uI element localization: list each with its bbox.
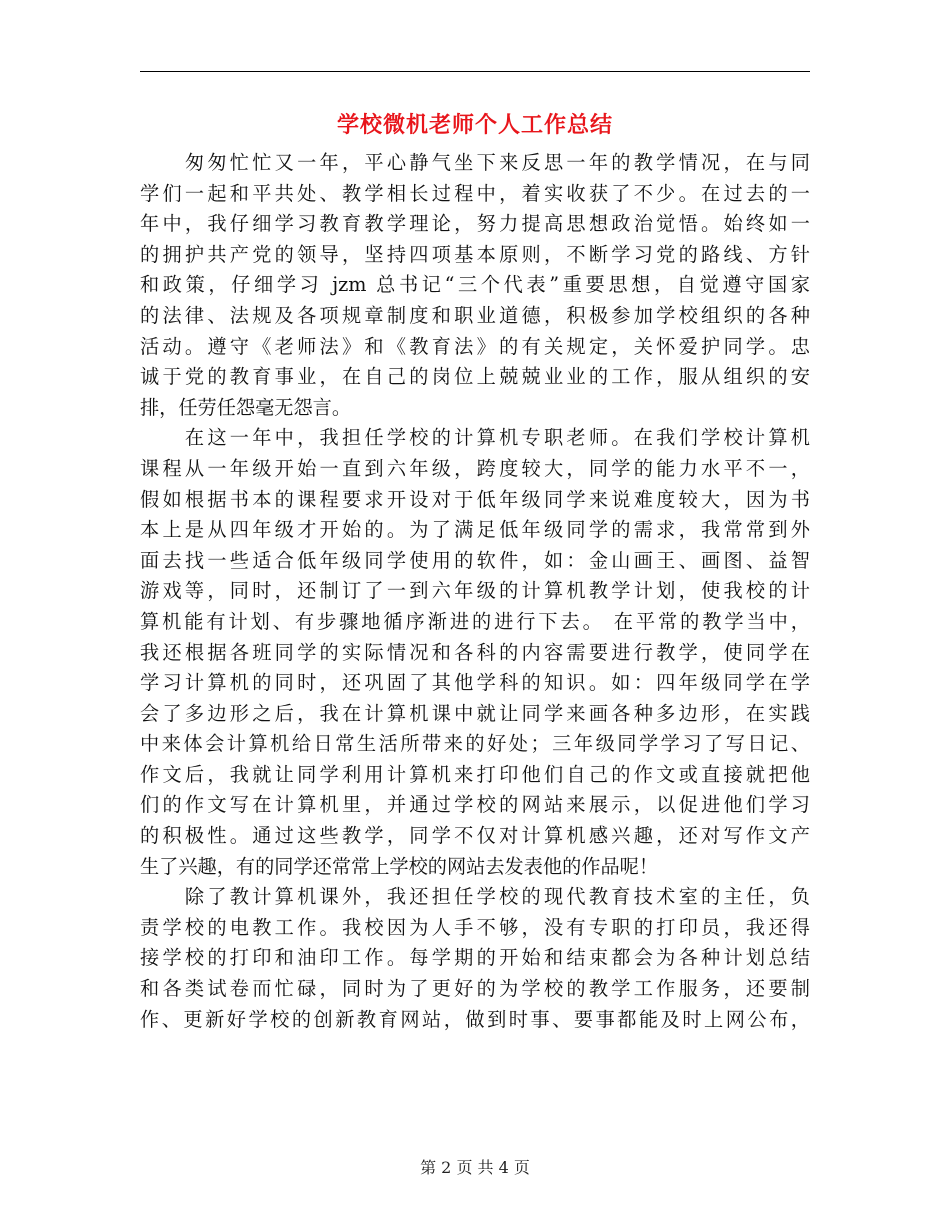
text-line: 们的作文写在计算机里，并通过学校的网站来展示，以促进他们学习 xyxy=(140,793,810,817)
page-title: 学校微机老师个人工作总结 xyxy=(336,112,613,138)
text-line: 算机能有计划、有步骤地循序渐进的进行下去。 在平常的教学当中， xyxy=(140,609,810,633)
text-line: 我还根据各班同学的实际情况和各科的内容需要进行教学，使同学在 xyxy=(140,640,810,664)
text-line: 假如根据书本的课程要求开设对于低年级同学来说难度较大，因为书 xyxy=(140,487,810,511)
text-line: 的拥护共产党的领导，坚持四项基本原则，不断学习党的路线、方针 xyxy=(140,242,810,266)
text-line: 学们一起和平共处、教学相长过程中，着实收获了不少。在过去的一 xyxy=(140,181,810,205)
text-line: 诚于党的教育事业，在自己的岗位上兢兢业业的工作，服从组织的安 xyxy=(140,365,810,389)
text-line: 课程从一年级开始一直到六年级，跨度较大，同学的能力水平不一， xyxy=(140,456,810,480)
paragraph-3 xyxy=(140,882,810,1035)
text-line: 除了教计算机课外，我还担任学校的现代教育技术室的主任，负 xyxy=(140,885,810,909)
text-line: 本上是从四年级才开始的。为了满足低年级同学的需求，我常常到外 xyxy=(140,518,810,542)
text-line: 匆匆忙忙又一年，平心静气坐下来反思一年的教学情况，在与同 xyxy=(140,151,810,174)
text-line: 和政策，仔细学习 jzm 总书记“三个代表”重要思想，自觉遵守国家 xyxy=(140,273,810,297)
text-line: 责学校的电教工作。我校因为人手不够，没有专职的打印员，我还得 xyxy=(140,915,810,939)
paragraph-1 xyxy=(140,148,810,423)
text-line: 的积极性。通过这些教学，同学不仅对计算机感兴趣，还对写作文产 xyxy=(140,824,810,848)
text-line: 作文后，我就让同学利用计算机来打印他们自己的作文或直接就把他 xyxy=(140,762,810,786)
text-line: 会了多边形之后，我在计算机课中就让同学来画各种多边形，在实践 xyxy=(140,701,810,725)
page-number-footer: 第 2 页 共 4 页 xyxy=(420,1158,530,1177)
text-line: 中来体会计算机给日常生活所带来的好处；三年级同学学习了写日记、 xyxy=(140,732,810,756)
text-line: 和各类试卷而忙碌，同时为了更好的为学校的教学工作服务，还要制 xyxy=(140,977,810,1001)
text-line: 生了兴趣，有的同学还常常上学校的网站去发表他的作品呢！ xyxy=(140,854,659,878)
header-rule xyxy=(140,71,810,72)
text-line: 在这一年中，我担任学校的计算机专职老师。在我们学校计算机 xyxy=(140,426,810,450)
text-line: 作、更新好学校的创新教育网站，做到时事、要事都能及时上网公布， xyxy=(140,1007,810,1031)
text-line: 活动。遵守《老师法》和《教育法》的有关规定，关怀爱护同学。忠 xyxy=(140,334,810,358)
text-line: 年中，我仔细学习教育教学理论，努力提高思想政治觉悟。始终如一 xyxy=(140,212,810,236)
text-line: 学习计算机的同时，还巩固了其他学科的知识。如：四年级同学在学 xyxy=(140,671,810,695)
text-line: 游戏等，同时，还制订了一到六年级的计算机教学计划，使我校的计 xyxy=(140,579,810,603)
paragraph-2 xyxy=(140,423,810,882)
text-line: 排，任劳任怨毫无怨言。 xyxy=(140,395,352,419)
document-body xyxy=(140,148,810,1035)
text-line: 接学校的打印和油印工作。每学期的开始和结束都会为各种计划总结 xyxy=(140,946,810,970)
text-line: 的法律、法规及各项规章制度和职业道德，积极参加学校组织的各种 xyxy=(140,303,810,327)
text-line: 面去找一些适合低年级同学使用的软件，如：金山画王、画图、益智 xyxy=(140,548,810,572)
